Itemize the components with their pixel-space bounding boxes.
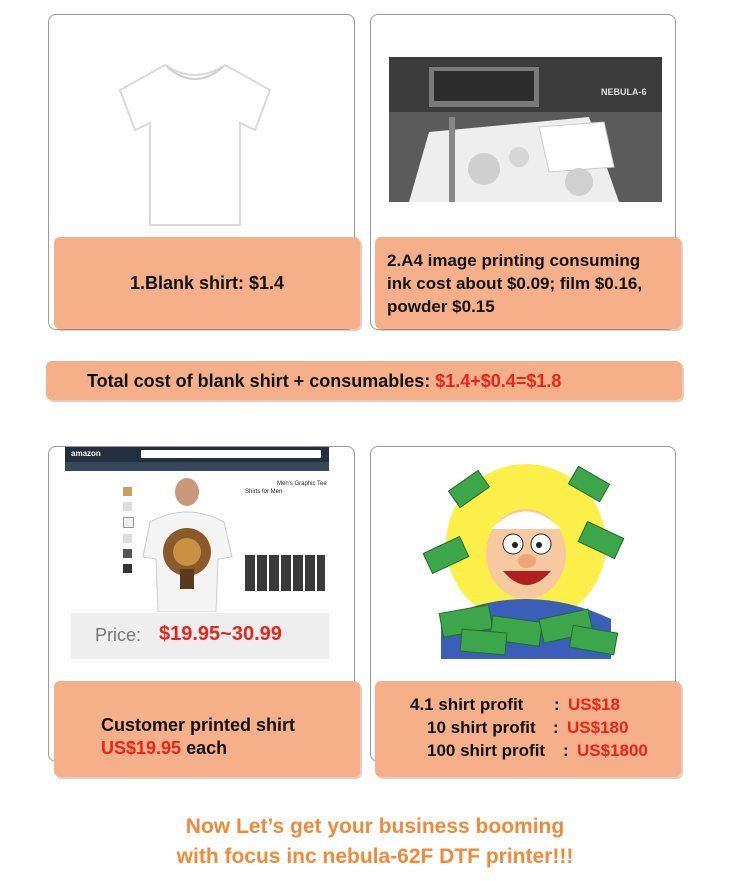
total-cost-text: [87, 371, 561, 392]
customer-shirt-price: US$19.95: [101, 738, 182, 758]
footer-line-1: Now Let’s get your business booming: [185, 815, 565, 838]
profit-row-3-value: US$1800: [577, 741, 648, 760]
model-shirt-photo: [140, 477, 235, 612]
amazon-search-input: [141, 450, 321, 458]
white-tshirt-image: [105, 55, 285, 235]
printing-cost-line-2: ink cost about $0.09; film $0.16,: [387, 274, 643, 293]
price-value: $19.95~30.99: [159, 623, 282, 645]
amazon-product-page-image: [65, 447, 329, 615]
cartoon-man-money-image: [421, 459, 631, 659]
amazon-nav-bar: [65, 462, 329, 471]
customer-shirt-label: [54, 681, 360, 777]
profit-row-2-sep: :: [553, 718, 559, 737]
profit-row-3-label: 100 shirt profit: [427, 741, 546, 760]
profit-row-1-sep: :: [554, 695, 560, 714]
total-cost-bar: [46, 361, 682, 400]
dtf-printer-image: [389, 57, 662, 202]
footer-line-2: with focus inc nebula-62F DTF printer!!!: [176, 845, 574, 868]
amazon-header-bar: [65, 447, 329, 462]
profit-label: [375, 681, 681, 777]
total-cost-prefix: Total cost of blank shirt + consumables:: [87, 371, 436, 391]
profit-row-1-value: US$18: [568, 695, 620, 714]
price-box: [71, 613, 329, 659]
amazon-logo: amazon: [71, 449, 101, 458]
printing-cost-label: [375, 237, 681, 329]
price-label: Price:: [95, 625, 142, 645]
thumbnail-strip: [123, 487, 133, 587]
printing-cost-line-1: 2.A4 image printing consuming: [387, 251, 641, 270]
blank-shirt-text: 1.Blank shirt: $1.4: [129, 273, 285, 293]
product-title-line-2: Shirts for Men: [245, 489, 283, 495]
blank-shirt-label: [54, 237, 360, 329]
printer-brand-text: NEBULA-6: [601, 87, 647, 97]
total-cost-value: $1.4+$0.4=$1.8: [435, 371, 562, 391]
customer-shirt-suffix: each: [181, 738, 228, 758]
color-swatch-grid: [245, 555, 325, 591]
profit-row-2-label: 10 shirt profit: [427, 718, 536, 737]
profit-row-3-sep: :: [563, 741, 569, 760]
printing-cost-line-3: powder $0.15: [387, 297, 495, 316]
customer-shirt-line-1: Customer printed shirt: [101, 715, 296, 735]
product-title-line-1: Men's Graphic Tee: [277, 481, 327, 487]
profit-row-1-label: 4.1 shirt profit: [410, 695, 524, 714]
profit-row-2-value: US$180: [567, 718, 629, 737]
customer-shirt-line-2: [101, 738, 227, 759]
